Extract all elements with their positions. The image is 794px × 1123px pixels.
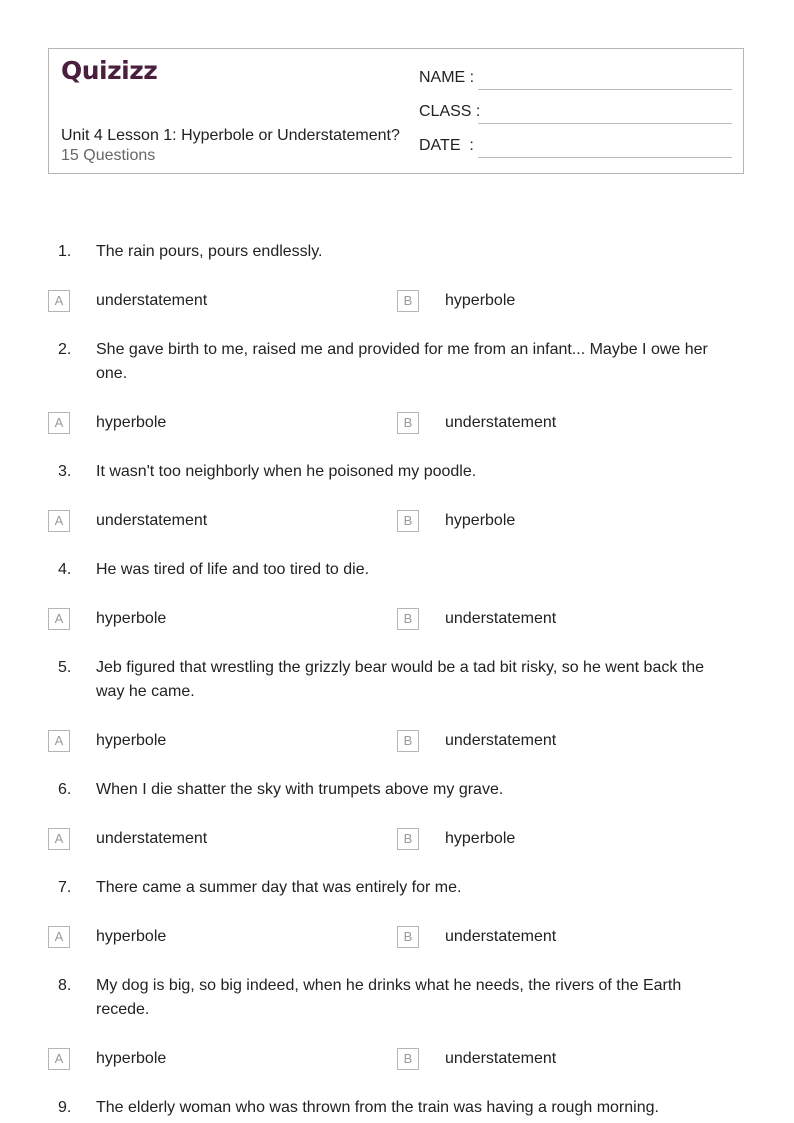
option-b-text[interactable]: understatement	[445, 928, 557, 945]
question-number: 3.	[58, 463, 72, 480]
option-b-box[interactable]: B	[397, 730, 419, 752]
question-number: 7.	[58, 879, 72, 896]
option-a-text[interactable]: hyperbole	[96, 414, 167, 431]
option-b-text[interactable]: understatement	[445, 732, 557, 749]
option-b-text[interactable]: understatement	[445, 414, 557, 431]
option-a-box[interactable]: A	[48, 510, 70, 532]
option-a-box[interactable]: A	[48, 290, 70, 312]
question-number: 6.	[58, 781, 72, 798]
question-number: 4.	[58, 561, 72, 578]
question-number: 9.	[58, 1099, 72, 1116]
question-text: She gave birth to me, raised me and provided for me from an infant... Maybe I owe her one.	[96, 341, 708, 382]
date-line	[478, 157, 732, 158]
question-text: The elderly woman who was thrown from the train was having a rough morning.	[96, 1099, 659, 1116]
question-number: 8.	[58, 977, 72, 994]
option-a-box[interactable]: A	[48, 1048, 70, 1070]
question-text: Jeb figured that wrestling the grizzly bear would be a tad bit risky, so he went back the way he came.	[96, 659, 705, 700]
question-text: My dog is big, so big indeed, when he drinks what he needs, the rivers of the Earth recede.	[96, 977, 682, 1018]
option-b-text[interactable]: hyperbole	[445, 830, 516, 847]
option-a-text[interactable]: hyperbole	[96, 610, 167, 627]
option-a-text[interactable]: understatement	[96, 512, 208, 529]
option-b-box[interactable]: B	[397, 828, 419, 850]
question-text: It wasn't too neighborly when he poisoned my poodle.	[96, 463, 477, 480]
option-a-box[interactable]: A	[48, 828, 70, 850]
worksheet-title: Unit 4 Lesson 1: Hyperbole or Understatement?	[61, 127, 400, 144]
class-line	[478, 123, 732, 124]
option-b-box[interactable]: B	[397, 412, 419, 434]
option-a-box[interactable]: A	[48, 608, 70, 630]
question-number: 2.	[58, 341, 72, 358]
quizizz-logo: Quizizz	[61, 56, 158, 85]
option-b-box[interactable]: B	[397, 1048, 419, 1070]
option-a-box[interactable]: A	[48, 926, 70, 948]
option-b-box[interactable]: B	[397, 290, 419, 312]
question-text: The rain pours, pours endlessly.	[96, 243, 323, 260]
question-text: There came a summer day that was entirely for me.	[96, 879, 462, 896]
name-line	[478, 89, 732, 90]
question-count: 15 Questions	[61, 147, 156, 164]
option-b-box[interactable]: B	[397, 608, 419, 630]
option-b-box[interactable]: B	[397, 926, 419, 948]
option-a-text[interactable]: hyperbole	[96, 928, 167, 945]
option-a-text[interactable]: hyperbole	[96, 732, 167, 749]
question-number: 5.	[58, 659, 72, 676]
class-label: CLASS :	[419, 103, 481, 120]
option-b-text[interactable]: understatement	[445, 1050, 557, 1067]
name-label: NAME :	[419, 69, 475, 86]
option-b-text[interactable]: understatement	[445, 610, 557, 627]
option-b-text[interactable]: hyperbole	[445, 512, 516, 529]
option-a-box[interactable]: A	[48, 730, 70, 752]
question-text: He was tired of life and too tired to die.	[96, 561, 370, 578]
option-a-text[interactable]: hyperbole	[96, 1050, 167, 1067]
option-b-box[interactable]: B	[397, 510, 419, 532]
question-number: 1.	[58, 243, 72, 260]
option-a-text[interactable]: understatement	[96, 830, 208, 847]
option-b-text[interactable]: hyperbole	[445, 292, 516, 309]
option-a-text[interactable]: understatement	[96, 292, 208, 309]
date-label: DATE :	[419, 137, 474, 154]
worksheet-header	[48, 48, 744, 174]
option-a-box[interactable]: A	[48, 412, 70, 434]
question-text: When I die shatter the sky with trumpets above my grave.	[96, 781, 504, 798]
